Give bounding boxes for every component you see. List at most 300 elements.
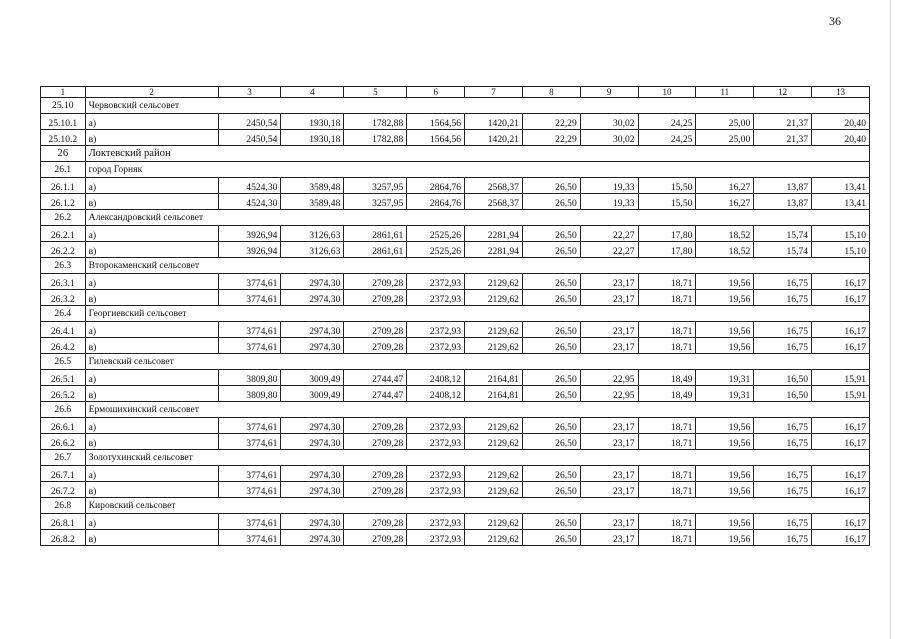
value-cell: 19,56 <box>696 514 754 530</box>
value-cell: 26,50 <box>522 386 580 402</box>
header-cell: 2 <box>85 87 218 98</box>
scan-edge-line <box>890 0 891 639</box>
table-row <box>41 338 870 354</box>
value-cell: 2164,81 <box>465 386 523 402</box>
value-cell: 15,74 <box>754 226 812 242</box>
section-code: 26 <box>41 146 86 162</box>
section-row <box>41 98 870 114</box>
value-cell: 1564,56 <box>407 114 465 130</box>
value-cell: 18,52 <box>696 226 754 242</box>
value-cell: 16,75 <box>754 338 812 354</box>
value-cell: 2129,62 <box>465 482 523 498</box>
section-title: Ермошихинский сельсовет <box>85 402 869 418</box>
value-cell: 15,91 <box>812 386 870 402</box>
value-cell: 19,56 <box>696 466 754 482</box>
value-cell: 18,49 <box>638 386 696 402</box>
value-cell: 16,27 <box>696 178 754 194</box>
value-cell: 23,17 <box>580 530 638 546</box>
value-cell: 22,29 <box>522 130 580 146</box>
value-cell: 2974,30 <box>281 338 344 354</box>
value-cell: 23,17 <box>580 274 638 290</box>
header-cell: 6 <box>407 87 465 98</box>
value-cell: 2974,30 <box>281 466 344 482</box>
value-cell: 19,56 <box>696 530 754 546</box>
table-row <box>41 226 870 242</box>
value-cell: 2709,28 <box>344 434 407 450</box>
district-row <box>41 146 870 162</box>
row-label: в) <box>85 194 218 210</box>
value-cell: 18,71 <box>638 482 696 498</box>
section-code: 25.10 <box>41 98 86 114</box>
value-cell: 26,50 <box>522 242 580 258</box>
table-row <box>41 434 870 450</box>
value-cell: 3809,80 <box>218 370 281 386</box>
row-label: а) <box>85 466 218 482</box>
value-cell: 2974,30 <box>281 514 344 530</box>
value-cell: 2408,12 <box>407 370 465 386</box>
value-cell: 18,71 <box>638 434 696 450</box>
table-row <box>41 530 870 546</box>
section-code: 26.7 <box>41 450 86 466</box>
row-label: а) <box>85 370 218 386</box>
value-cell: 3809,80 <box>218 386 281 402</box>
value-cell: 2709,28 <box>344 274 407 290</box>
header-row <box>41 87 870 98</box>
section-row <box>41 306 870 322</box>
value-cell: 19,33 <box>580 178 638 194</box>
value-cell: 2129,62 <box>465 466 523 482</box>
value-cell: 23,17 <box>580 322 638 338</box>
value-cell: 2861,61 <box>344 226 407 242</box>
value-cell: 4524,30 <box>218 194 281 210</box>
value-cell: 18,71 <box>638 338 696 354</box>
section-title: Георгиевский сельсовет <box>85 306 869 322</box>
row-code: 26.3.2 <box>41 290 86 306</box>
value-cell: 2709,28 <box>344 482 407 498</box>
header-cell: 10 <box>638 87 696 98</box>
value-cell: 2129,62 <box>465 274 523 290</box>
value-cell: 3926,94 <box>218 242 281 258</box>
value-cell: 3774,61 <box>218 322 281 338</box>
value-cell: 2974,30 <box>281 530 344 546</box>
section-code: 26.4 <box>41 306 86 322</box>
row-label: в) <box>85 130 218 146</box>
value-cell: 16,75 <box>754 466 812 482</box>
value-cell: 15,74 <box>754 242 812 258</box>
value-cell: 18,71 <box>638 322 696 338</box>
row-label: а) <box>85 274 218 290</box>
value-cell: 20,40 <box>812 114 870 130</box>
value-cell: 2861,61 <box>344 242 407 258</box>
value-cell: 2372,93 <box>407 322 465 338</box>
value-cell: 1564,56 <box>407 130 465 146</box>
value-cell: 19,33 <box>580 194 638 210</box>
value-cell: 2709,28 <box>344 322 407 338</box>
value-cell: 3774,61 <box>218 466 281 482</box>
value-cell: 23,17 <box>580 290 638 306</box>
value-cell: 2709,28 <box>344 290 407 306</box>
value-cell: 15,10 <box>812 242 870 258</box>
table-row <box>41 466 870 482</box>
value-cell: 1930,18 <box>281 130 344 146</box>
value-cell: 22,27 <box>580 242 638 258</box>
value-cell: 16,17 <box>812 482 870 498</box>
value-cell: 20,40 <box>812 130 870 146</box>
header-cell: 9 <box>580 87 638 98</box>
value-cell: 23,17 <box>580 466 638 482</box>
value-cell: 2281,94 <box>465 226 523 242</box>
value-cell: 3774,61 <box>218 274 281 290</box>
table-row <box>41 370 870 386</box>
value-cell: 26,50 <box>522 226 580 242</box>
value-cell: 16,17 <box>812 290 870 306</box>
row-code: 26.8.1 <box>41 514 86 530</box>
section-title: город Горняк <box>85 162 869 178</box>
row-label: а) <box>85 226 218 242</box>
value-cell: 3774,61 <box>218 482 281 498</box>
value-cell: 16,75 <box>754 434 812 450</box>
table-row <box>41 418 870 434</box>
value-cell: 3126,63 <box>281 242 344 258</box>
table-body <box>41 87 870 546</box>
value-cell: 26,50 <box>522 290 580 306</box>
table-row <box>41 290 870 306</box>
value-cell: 22,95 <box>580 370 638 386</box>
row-code: 26.7.1 <box>41 466 86 482</box>
section-title: Александровский сельсовет <box>85 210 869 226</box>
row-label: а) <box>85 114 218 130</box>
value-cell: 2568,37 <box>465 194 523 210</box>
table-row <box>41 130 870 146</box>
value-cell: 26,50 <box>522 514 580 530</box>
row-code: 26.4.1 <box>41 322 86 338</box>
value-cell: 1930,18 <box>281 114 344 130</box>
value-cell: 2372,93 <box>407 274 465 290</box>
section-row <box>41 162 870 178</box>
header-cell: 4 <box>281 87 344 98</box>
table-row <box>41 322 870 338</box>
value-cell: 16,17 <box>812 322 870 338</box>
row-code: 26.6.2 <box>41 434 86 450</box>
row-code: 26.6.1 <box>41 418 86 434</box>
row-code: 26.2.1 <box>41 226 86 242</box>
value-cell: 19,56 <box>696 290 754 306</box>
value-cell: 2372,93 <box>407 338 465 354</box>
value-cell: 18,49 <box>638 370 696 386</box>
value-cell: 2372,93 <box>407 514 465 530</box>
value-cell: 19,56 <box>696 434 754 450</box>
value-cell: 2525,26 <box>407 242 465 258</box>
table-row <box>41 386 870 402</box>
district-title: Локтевский район <box>85 146 869 162</box>
section-code: 26.2 <box>41 210 86 226</box>
section-code: 26.5 <box>41 354 86 370</box>
table-row <box>41 194 870 210</box>
row-label: в) <box>85 530 218 546</box>
section-title: Второкаменский сельсовет <box>85 258 869 274</box>
value-cell: 2129,62 <box>465 434 523 450</box>
value-cell: 1420,21 <box>465 130 523 146</box>
section-title: Золотухинский сельсовет <box>85 450 869 466</box>
value-cell: 23,17 <box>580 514 638 530</box>
value-cell: 3126,63 <box>281 226 344 242</box>
value-cell: 16,75 <box>754 418 812 434</box>
value-cell: 23,17 <box>580 338 638 354</box>
section-row <box>41 498 870 514</box>
value-cell: 2372,93 <box>407 530 465 546</box>
value-cell: 2709,28 <box>344 514 407 530</box>
section-title: Червовский сельсовет <box>85 98 869 114</box>
header-cell: 7 <box>465 87 523 98</box>
table-row <box>41 514 870 530</box>
value-cell: 2974,30 <box>281 482 344 498</box>
value-cell: 16,50 <box>754 370 812 386</box>
value-cell: 16,50 <box>754 386 812 402</box>
value-cell: 15,91 <box>812 370 870 386</box>
row-code: 26.5.2 <box>41 386 86 402</box>
value-cell: 2974,30 <box>281 290 344 306</box>
value-cell: 25,00 <box>696 130 754 146</box>
value-cell: 18,71 <box>638 466 696 482</box>
value-cell: 18,71 <box>638 290 696 306</box>
value-cell: 2129,62 <box>465 418 523 434</box>
row-label: а) <box>85 322 218 338</box>
section-title: Кировский сельсовет <box>85 498 869 514</box>
value-cell: 3774,61 <box>218 514 281 530</box>
value-cell: 16,17 <box>812 434 870 450</box>
value-cell: 15,10 <box>812 226 870 242</box>
row-code: 26.1.1 <box>41 178 86 194</box>
value-cell: 3589,48 <box>281 178 344 194</box>
value-cell: 23,17 <box>580 418 638 434</box>
header-cell: 3 <box>218 87 281 98</box>
section-row <box>41 258 870 274</box>
section-code: 26.8 <box>41 498 86 514</box>
value-cell: 16,17 <box>812 466 870 482</box>
value-cell: 13,41 <box>812 194 870 210</box>
value-cell: 16,75 <box>754 482 812 498</box>
value-cell: 26,50 <box>522 338 580 354</box>
row-code: 25.10.2 <box>41 130 86 146</box>
value-cell: 2129,62 <box>465 530 523 546</box>
value-cell: 19,56 <box>696 482 754 498</box>
value-cell: 2709,28 <box>344 530 407 546</box>
value-cell: 2744,47 <box>344 386 407 402</box>
row-label: в) <box>85 290 218 306</box>
table-row <box>41 114 870 130</box>
value-cell: 2709,28 <box>344 338 407 354</box>
value-cell: 3926,94 <box>218 226 281 242</box>
value-cell: 19,31 <box>696 386 754 402</box>
value-cell: 2281,94 <box>465 242 523 258</box>
value-cell: 18,71 <box>638 274 696 290</box>
value-cell: 2709,28 <box>344 466 407 482</box>
value-cell: 26,50 <box>522 466 580 482</box>
row-label: а) <box>85 418 218 434</box>
row-code: 26.4.2 <box>41 338 86 354</box>
row-label: в) <box>85 434 218 450</box>
value-cell: 26,50 <box>522 322 580 338</box>
value-cell: 26,50 <box>522 482 580 498</box>
value-cell: 23,17 <box>580 434 638 450</box>
value-cell: 16,17 <box>812 274 870 290</box>
row-code: 26.3.1 <box>41 274 86 290</box>
value-cell: 30,02 <box>580 130 638 146</box>
value-cell: 18,71 <box>638 514 696 530</box>
value-cell: 2864,76 <box>407 178 465 194</box>
page-number: 36 <box>829 14 841 28</box>
value-cell: 22,27 <box>580 226 638 242</box>
value-cell: 18,52 <box>696 242 754 258</box>
header-cell: 11 <box>696 87 754 98</box>
value-cell: 22,29 <box>522 114 580 130</box>
table-row <box>41 274 870 290</box>
value-cell: 26,50 <box>522 418 580 434</box>
value-cell: 3009,49 <box>281 370 344 386</box>
value-cell: 16,75 <box>754 530 812 546</box>
table-row <box>41 242 870 258</box>
value-cell: 19,56 <box>696 338 754 354</box>
value-cell: 26,50 <box>522 178 580 194</box>
header-cell: 5 <box>344 87 407 98</box>
value-cell: 2744,47 <box>344 370 407 386</box>
section-code: 26.1 <box>41 162 86 178</box>
value-cell: 2974,30 <box>281 322 344 338</box>
row-code: 26.2.2 <box>41 242 86 258</box>
value-cell: 19,31 <box>696 370 754 386</box>
section-code: 26.6 <box>41 402 86 418</box>
value-cell: 3774,61 <box>218 418 281 434</box>
value-cell: 26,50 <box>522 434 580 450</box>
value-cell: 2974,30 <box>281 418 344 434</box>
value-cell: 15,50 <box>638 194 696 210</box>
tariff-table <box>40 86 870 546</box>
value-cell: 16,17 <box>812 514 870 530</box>
value-cell: 24,25 <box>638 130 696 146</box>
header-cell: 1 <box>41 87 86 98</box>
value-cell: 16,75 <box>754 290 812 306</box>
value-cell: 3009,49 <box>281 386 344 402</box>
value-cell: 13,41 <box>812 178 870 194</box>
row-label: а) <box>85 178 218 194</box>
row-label: в) <box>85 386 218 402</box>
value-cell: 16,75 <box>754 322 812 338</box>
value-cell: 30,02 <box>580 114 638 130</box>
table-row <box>41 482 870 498</box>
value-cell: 16,17 <box>812 338 870 354</box>
section-row <box>41 450 870 466</box>
value-cell: 2372,93 <box>407 290 465 306</box>
value-cell: 24,25 <box>638 114 696 130</box>
header-cell: 12 <box>754 87 812 98</box>
value-cell: 3257,95 <box>344 194 407 210</box>
table-row <box>41 178 870 194</box>
value-cell: 2568,37 <box>465 178 523 194</box>
row-label: а) <box>85 514 218 530</box>
value-cell: 2164,81 <box>465 370 523 386</box>
value-cell: 16,27 <box>696 194 754 210</box>
header-cell: 8 <box>522 87 580 98</box>
value-cell: 16,75 <box>754 514 812 530</box>
value-cell: 22,95 <box>580 386 638 402</box>
value-cell: 2864,76 <box>407 194 465 210</box>
value-cell: 1420,21 <box>465 114 523 130</box>
value-cell: 3774,61 <box>218 530 281 546</box>
value-cell: 2974,30 <box>281 434 344 450</box>
value-cell: 2450,54 <box>218 130 281 146</box>
value-cell: 26,50 <box>522 370 580 386</box>
row-code: 26.1.2 <box>41 194 86 210</box>
value-cell: 25,00 <box>696 114 754 130</box>
value-cell: 19,56 <box>696 322 754 338</box>
value-cell: 2372,93 <box>407 482 465 498</box>
row-code: 26.5.1 <box>41 370 86 386</box>
section-row <box>41 210 870 226</box>
row-code: 26.8.2 <box>41 530 86 546</box>
value-cell: 2709,28 <box>344 418 407 434</box>
value-cell: 2372,93 <box>407 418 465 434</box>
value-cell: 3774,61 <box>218 290 281 306</box>
value-cell: 26,50 <box>522 194 580 210</box>
value-cell: 1782,88 <box>344 114 407 130</box>
row-label: в) <box>85 242 218 258</box>
value-cell: 17,80 <box>638 242 696 258</box>
value-cell: 3257,95 <box>344 178 407 194</box>
value-cell: 2372,93 <box>407 466 465 482</box>
row-code: 26.7.2 <box>41 482 86 498</box>
value-cell: 13,87 <box>754 194 812 210</box>
value-cell: 18,71 <box>638 530 696 546</box>
value-cell: 26,50 <box>522 530 580 546</box>
value-cell: 23,17 <box>580 482 638 498</box>
value-cell: 3589,48 <box>281 194 344 210</box>
value-cell: 16,75 <box>754 274 812 290</box>
value-cell: 3774,61 <box>218 434 281 450</box>
value-cell: 19,56 <box>696 418 754 434</box>
value-cell: 1782,88 <box>344 130 407 146</box>
value-cell: 19,56 <box>696 274 754 290</box>
value-cell: 2525,26 <box>407 226 465 242</box>
value-cell: 15,50 <box>638 178 696 194</box>
value-cell: 2974,30 <box>281 274 344 290</box>
value-cell: 18,71 <box>638 418 696 434</box>
value-cell: 3774,61 <box>218 338 281 354</box>
row-label: в) <box>85 482 218 498</box>
value-cell: 2129,62 <box>465 514 523 530</box>
value-cell: 2129,62 <box>465 322 523 338</box>
row-label: в) <box>85 338 218 354</box>
row-code: 25.10.1 <box>41 114 86 130</box>
section-title: Гилевский сельсовет <box>85 354 869 370</box>
value-cell: 17,80 <box>638 226 696 242</box>
value-cell: 13,87 <box>754 178 812 194</box>
header-cell: 13 <box>812 87 870 98</box>
value-cell: 4524,30 <box>218 178 281 194</box>
value-cell: 2450,54 <box>218 114 281 130</box>
value-cell: 2129,62 <box>465 338 523 354</box>
value-cell: 21,37 <box>754 130 812 146</box>
value-cell: 2129,62 <box>465 290 523 306</box>
value-cell: 26,50 <box>522 274 580 290</box>
value-cell: 16,17 <box>812 418 870 434</box>
value-cell: 16,17 <box>812 530 870 546</box>
section-code: 26.3 <box>41 258 86 274</box>
value-cell: 2408,12 <box>407 386 465 402</box>
value-cell: 2372,93 <box>407 434 465 450</box>
section-row <box>41 354 870 370</box>
section-row <box>41 402 870 418</box>
value-cell: 21,37 <box>754 114 812 130</box>
